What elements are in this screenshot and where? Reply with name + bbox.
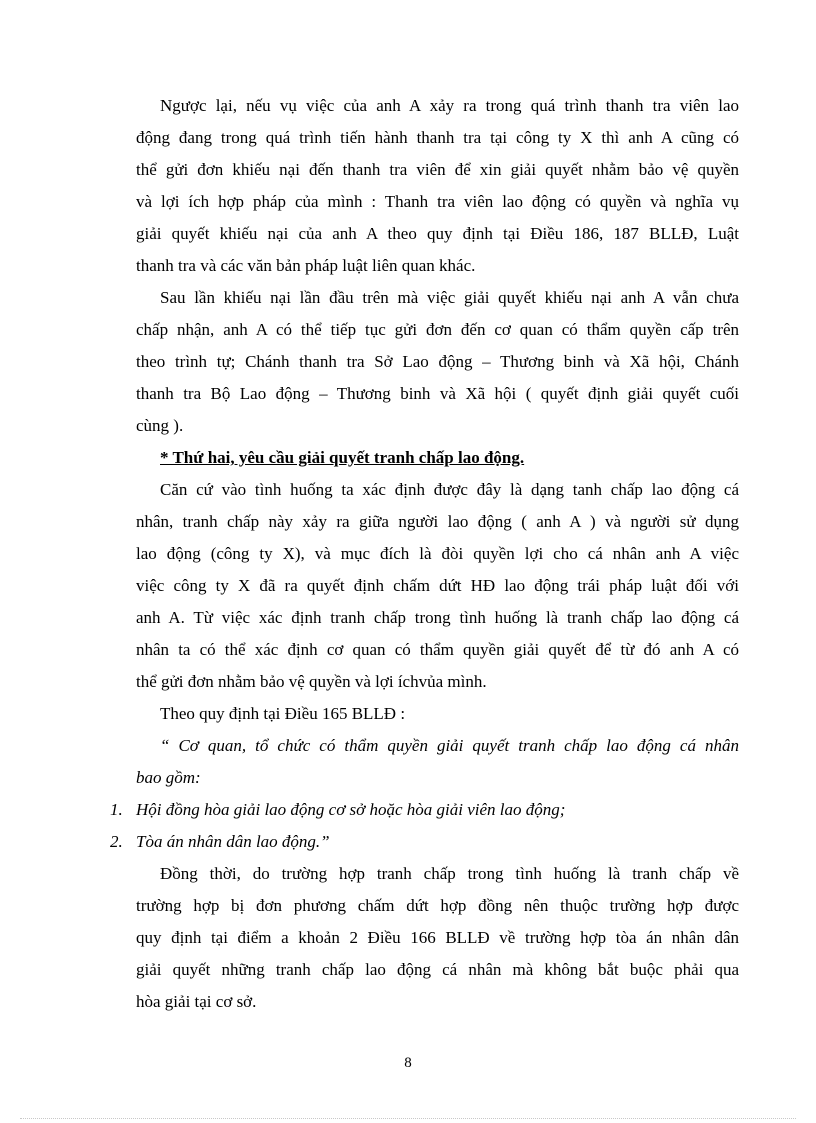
text-line: thể gửi đơn khiếu nại đến thanh tra viên để xin giải quyết nhằm bảo vệ quyền — [136, 160, 739, 179]
document-body — [110, 90, 739, 1018]
text-line: nhân, tranh chấp này xảy ra giữa người lao động ( anh A ) và người sử dụng — [136, 512, 739, 531]
list-number: 1. — [110, 800, 123, 819]
page-number: 8 — [404, 1055, 412, 1071]
text-line: thanh tra Bộ Lao động – Thương binh và Xã hội ( quyết định giải quyết cuối — [136, 384, 739, 403]
text-line: Đồng thời, do trường hợp tranh chấp trong tình huống là tranh chấp về — [160, 864, 739, 883]
paragraph-5 — [136, 858, 739, 1018]
section-heading: * Thứ hai, yêu cầu giải quyết tranh chấp lao động. — [160, 448, 525, 467]
list-item-text: Hội đồng hòa giải lao động cơ sở hoặc hòa giải viên lao động; — [136, 800, 566, 819]
quote-line: bao gồm: — [136, 768, 201, 787]
text-line: trường hợp bị đơn phương chấm dứt hợp đồng nên thuộc trường hợp được — [136, 896, 739, 915]
quote-line: “ Cơ quan, tổ chức có thẩm quyền giải quyết tranh chấp lao động cá nhân — [160, 736, 739, 755]
list-item — [110, 794, 739, 826]
paragraph-4: Theo quy định tại Điều 165 BLLĐ : — [160, 704, 406, 723]
text-line: và lợi ích hợp pháp của mình : Thanh tra viên lao động có quyền và nghĩa vụ — [136, 192, 739, 211]
text-line: quy định tại điểm a khoản 2 Điều 166 BLLĐ về trường hợp tòa án nhân dân — [136, 928, 739, 947]
text-line: nhân ta có thể xác định cơ quan có thẩm quyền giải quyết để từ đó anh A có — [136, 640, 739, 659]
text-line: theo trình tự; Chánh thanh tra Sở Lao động – Thương binh và Xã hội, Chánh — [136, 352, 739, 371]
text-line: thể gửi đơn nhằm bảo vệ quyền và lợi íchvủa mình. — [136, 672, 487, 691]
paragraph-2 — [136, 282, 739, 442]
text-line: động đang trong quá trình tiến hành thanh tra tại công ty X thì anh A cũng có — [136, 128, 739, 147]
text-line: hòa giải tại cơ sở. — [136, 992, 257, 1011]
text-line: Căn cứ vào tình huống ta xác định được đây là dạng tanh chấp lao động cá — [160, 480, 739, 499]
legal-quote — [136, 730, 739, 794]
page-bottom-divider — [20, 1118, 796, 1119]
list-item-text: Tòa án nhân dân lao động.” — [136, 832, 330, 851]
list-item — [110, 826, 739, 858]
list-number: 2. — [110, 832, 123, 851]
text-line: giải quyết khiếu nại của anh A theo quy định tại Điều 186, 187 BLLĐ, Luật — [136, 224, 739, 243]
text-line: chấp nhận, anh A có thể tiếp tục gửi đơn đến cơ quan có thẩm quyền cấp trên — [136, 320, 739, 339]
text-line: việc công ty X đã ra quyết định chấm dứt HĐ lao động trái pháp luật đối với — [136, 576, 739, 595]
paragraph-1 — [136, 90, 739, 282]
text-line: thanh tra và các văn bản pháp luật liên quan khác. — [136, 256, 476, 275]
paragraph-3 — [136, 474, 739, 698]
numbered-list — [110, 794, 739, 858]
text-line: Ngược lại, nếu vụ việc của anh A xảy ra trong quá trình thanh tra viên lao — [160, 96, 739, 115]
text-line: Sau lần khiếu nại lần đầu trên mà việc giải quyết khiếu nại anh A vẫn chưa — [160, 288, 739, 307]
text-line: anh A. Từ việc xác định tranh chấp trong tình huống là tranh chấp lao động cá — [136, 608, 739, 627]
text-line: lao động (công ty X), và mục đích là đòi quyền lợi cho cá nhân anh A việc — [136, 544, 739, 563]
text-line: giải quyết những tranh chấp lao động cá nhân mà không bắt buộc phải qua — [136, 960, 739, 979]
text-line: cùng ). — [136, 416, 184, 435]
